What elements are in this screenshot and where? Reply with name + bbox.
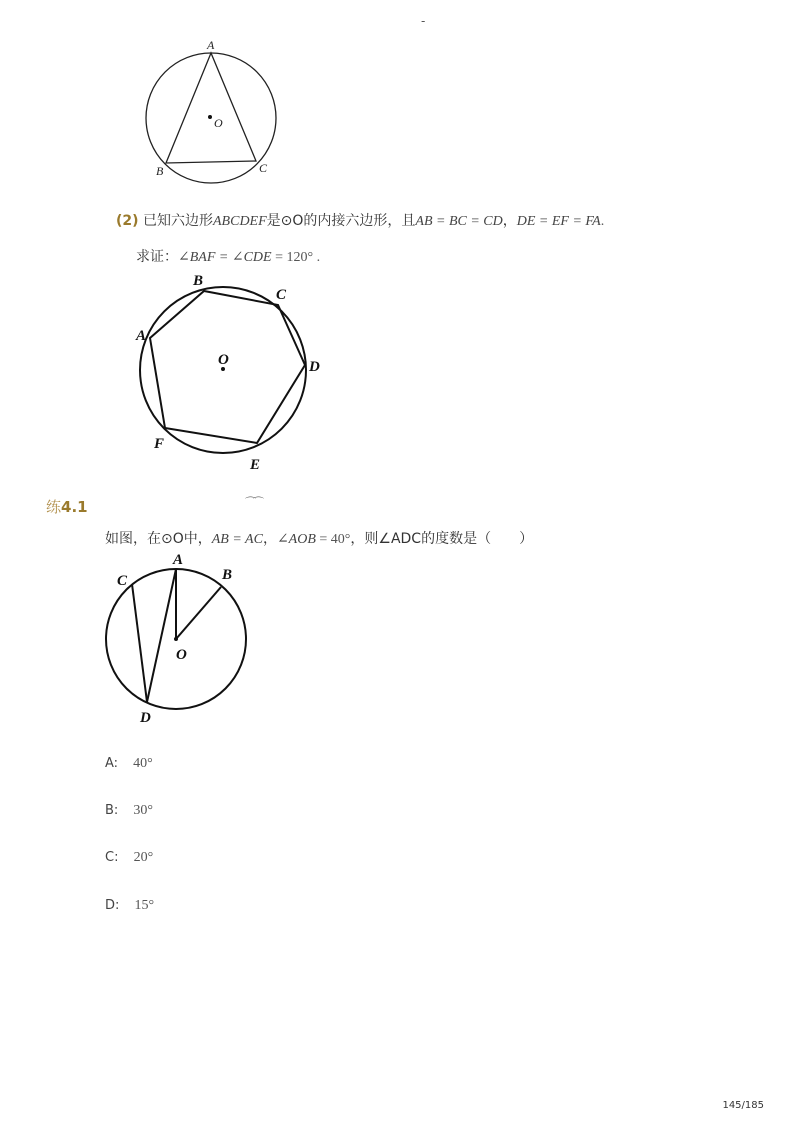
option-b[interactable]: B: 30° bbox=[105, 803, 154, 818]
figure-inscribed-triangle bbox=[130, 35, 300, 185]
figure-inscribed-hexagon bbox=[130, 268, 330, 478]
problem-2-statement: (2) 已知六边形ABCDEF是⊙O的内接六边形，且AB = BC = CD，DE = EF = FA. bbox=[116, 213, 605, 229]
figure-circle-chords bbox=[100, 550, 260, 730]
center-dot bbox=[208, 115, 212, 119]
label-o: O bbox=[214, 116, 223, 130]
label-a: A bbox=[207, 38, 215, 52]
triangle-abc bbox=[166, 53, 256, 163]
arc-mark-ab: ⌒ bbox=[245, 496, 256, 509]
label-b: B bbox=[222, 567, 233, 583]
problem-2-proof: 求证：∠BAF = ∠CDE = 120° . bbox=[136, 249, 321, 265]
chord-cd bbox=[132, 584, 147, 702]
label-d: D bbox=[309, 359, 320, 375]
label-c: C bbox=[259, 161, 268, 175]
label-d: D bbox=[140, 710, 151, 726]
label-o: O bbox=[176, 647, 187, 663]
option-a[interactable]: A: 40° bbox=[105, 756, 153, 771]
label-a: A bbox=[173, 552, 184, 568]
page-number: 145/185 bbox=[722, 1100, 764, 1111]
label-b: B bbox=[193, 273, 204, 289]
label-e: E bbox=[250, 457, 261, 473]
label-o: O bbox=[218, 352, 229, 368]
option-d[interactable]: D: 15° bbox=[105, 898, 155, 913]
label-f: F bbox=[154, 436, 165, 452]
exercise-question: 如图，在⊙O中，AB = AC，∠AOB = 40°，则∠ADC的度数是（ ） bbox=[105, 531, 534, 547]
label-c: C bbox=[117, 573, 128, 589]
chord-ad bbox=[147, 569, 176, 702]
top-mark: - bbox=[421, 14, 426, 28]
label-a: A bbox=[136, 328, 147, 344]
label-c: C bbox=[276, 287, 287, 303]
center-dot bbox=[174, 637, 178, 641]
option-c[interactable]: C: 20° bbox=[105, 850, 154, 865]
radius-ob bbox=[176, 587, 221, 639]
exercise-label: 练4.1 bbox=[46, 498, 88, 516]
arc-mark-ac: ⌒ bbox=[253, 496, 264, 509]
label-b: B bbox=[156, 164, 164, 178]
problem-number: (2) bbox=[116, 213, 139, 229]
